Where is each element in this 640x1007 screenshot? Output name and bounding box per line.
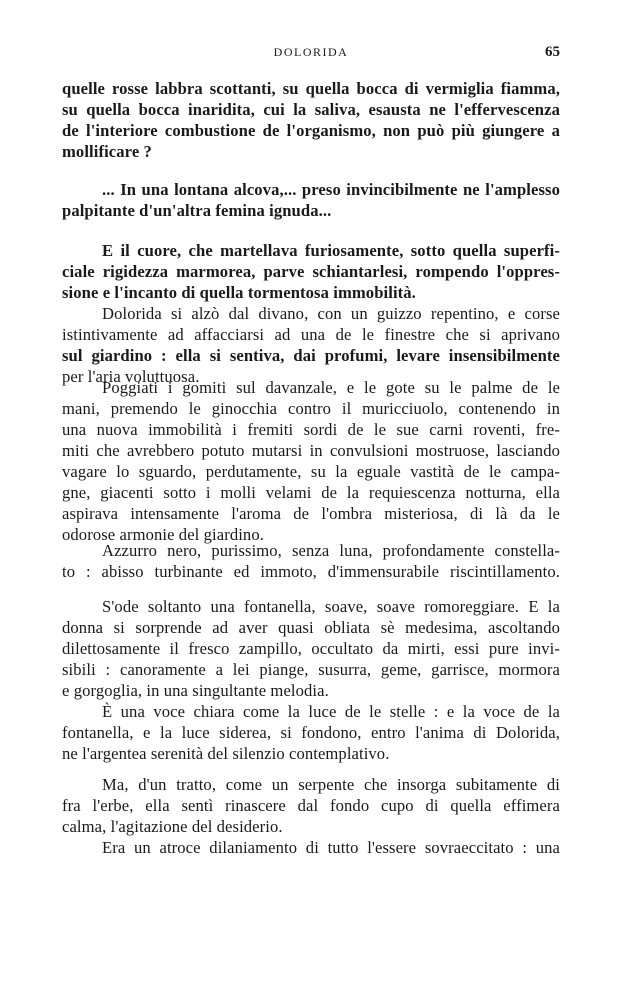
text-line: dilettosamente il fresco zampillo, occultato da mirti, essi pure invi- — [62, 639, 560, 658]
text-line: fra l'erbe, ella sentì rinascere dal fondo cupo di quella effimera — [62, 796, 560, 815]
text-line: de l'interiore combustione de l'organismo, non può più giungere a — [62, 121, 560, 140]
text-line: mollificare ? — [62, 142, 152, 161]
text-line: una nuova immobilità i fremiti sordi de le sue carni roventi, fre- — [62, 420, 560, 439]
paragraph — [62, 303, 560, 387]
text-line: S'ode soltanto una fontanella, soave, soave romoreggiare. E la — [102, 597, 560, 616]
text-line: calma, l'agitazione del desiderio. — [62, 817, 283, 836]
text-line: E il cuore, che martellava furiosamente, sotto quella superfi- — [102, 241, 560, 260]
text-line: È una voce chiara come la luce de le stelle : e la voce de la — [102, 702, 560, 721]
text-line: Azzurro nero, purissimo, senza luna, profondamente constella- — [102, 541, 560, 560]
text-line: su quella bocca inaridita, cui la saliva, esausta ne l'effervescenza — [62, 100, 560, 119]
text-line: fontanella, e la luce siderea, si fondono, entro l'anima di Dolorida, — [62, 723, 560, 742]
text-line: aspirava intensamente l'aroma de l'ombra misteriosa, di là da le — [62, 504, 560, 523]
text-line: Era un atroce dilaniamento di tutto l'essere sovraeccitato : una — [102, 838, 560, 857]
paragraph — [62, 540, 560, 582]
text-line: palpitante d'un'altra femina ignuda... — [62, 201, 332, 220]
text-line: to : abisso turbinante ed immoto, d'immensurabile riscintillamento. — [62, 562, 560, 581]
text-line: e gorgoglia, in una singultante melodia. — [62, 681, 329, 700]
text-line: quelle rosse labbra scottanti, su quella bocca di vermiglia fiamma, — [62, 79, 560, 98]
text-line: vagare lo sguardo, perdutamente, su la eguale vastità de le campa- — [62, 462, 560, 481]
paragraph — [62, 377, 560, 545]
text-line: sul giardino : ella si sentiva, dai profumi, levare insensibilmente — [62, 346, 560, 365]
page-number: 65 — [545, 44, 560, 60]
paragraph — [62, 837, 560, 858]
text-line: Poggiati i gomiti sul davanzale, e le gote su le palme de le — [102, 378, 560, 397]
text-line: miti che avrebbero potuto mutarsi in convulsioni mostruose, lasciando — [62, 441, 560, 460]
text-line: mani, premendo le ginocchia contro il muricciuolo, contenendo in — [62, 399, 560, 418]
text-line: odorose armonie del giardino. — [62, 525, 264, 544]
running-head — [62, 44, 560, 64]
text-line: sione e l'incanto di quella tormentosa immobilità. — [62, 283, 416, 302]
paragraph — [62, 774, 560, 837]
paragraph — [62, 179, 560, 221]
paragraph — [62, 701, 560, 764]
text-line: Dolorida si alzò dal divano, con un guizzo repentino, e corse — [102, 304, 560, 323]
text-line: ne l'argentea serenità del silenzio contemplativo. — [62, 744, 390, 763]
text-line: Ma, d'un tratto, come un serpente che insorga subitamente di — [102, 775, 560, 794]
text-line: istintivamente ad affacciarsi ad una de le finestre che si aprivano — [62, 325, 560, 344]
paragraph — [62, 240, 560, 303]
text-line: ... In una lontana alcova,... preso invincibilmente ne l'amplesso — [102, 180, 560, 199]
text-line: gne, giacenti sotto i molli velami de la requiescenza notturna, ella — [62, 483, 560, 502]
running-title: DOLORIDA — [273, 45, 349, 59]
paragraph — [62, 596, 560, 701]
text-line: donna si sorprende ad aver quasi obliata sè medesima, ascoltando — [62, 618, 560, 637]
text-line: per l'aria voluttuosa. — [62, 367, 200, 386]
paragraph-continuation — [62, 78, 560, 162]
text-line: ciale rigidezza marmorea, parve schiantarlesi, rompendo l'oppres- — [62, 262, 560, 281]
text-line: sibili : canoramente a lei piange, susurra, geme, garrisce, mormora — [62, 660, 560, 679]
